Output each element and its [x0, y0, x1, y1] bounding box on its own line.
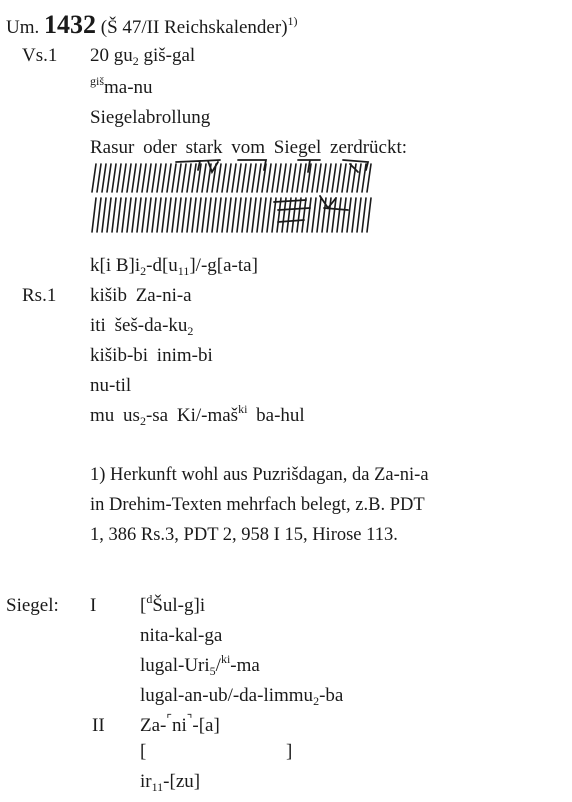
seal-impression-drawing — [88, 158, 388, 238]
reverse-line-4: nu-til — [90, 375, 132, 396]
header-reference: (Š 47/II Reichskalender) — [100, 17, 288, 38]
seal-column-1-line-1: [$^d$Šul-g]i — [140, 592, 206, 616]
reverse-label: Rs.1 — [22, 285, 57, 306]
obverse-line-5: k[i $B]i_2-d[u_{11}]/-g[a-ta]$ — [90, 255, 258, 278]
seal-column-1-line-4: lugal-an-ub/-da-limmu$_2$-ba — [140, 685, 344, 708]
obverse-line-3: Siegelabrollung — [90, 107, 211, 128]
document-header — [6, 12, 298, 38]
seal-column-2-line-3: $ir_{11}-[zu]$ — [140, 771, 201, 794]
tablet-number: 1432 — [44, 10, 96, 39]
obverse-label: Vs.1 — [22, 45, 58, 66]
seal-column-2-line-2-open: [ — [140, 741, 147, 762]
reverse-line-3: kišib-bi inim-bi — [90, 345, 213, 366]
footnote-line-2: in Drehim-Texten mehrfach belegt, z.B. PDT — [90, 495, 425, 515]
footnote-line-3: 1, 386 Rs.3, PDT 2, 958 I 15, Hirose 113. — [90, 525, 398, 545]
seal-column-1-line-3: lugal-Uri$_5$/$^{ki}$-ma — [140, 652, 260, 678]
seal-label: Siegel: — [6, 595, 59, 616]
reverse-line-5: mu $us_2-sa$ Ki/-maš$^{ki}$ ba-hul — [90, 402, 305, 428]
seal-column-2-label: II — [92, 715, 105, 736]
obverse-line-4: Rasur oder stark vom Siegel zerdrückt: — [90, 137, 408, 158]
reverse-line-2: iti šeš-$da-ku_2$ — [90, 315, 194, 338]
footnote-line-1: 1) Herkunft wohl aus Puzrišdagan, da Za-ni-a — [90, 465, 429, 485]
seal-column-2-line-2-close: ] — [286, 741, 293, 762]
footnote-marker: 1) — [287, 14, 298, 28]
obverse-line-2: $^{giš}$ma-nu — [90, 74, 153, 98]
seal-column-2-line-1: Za-⌜ni⌝-[a] — [140, 712, 220, 736]
seal-column-1-line-2: nita-kal-ga — [140, 625, 223, 646]
seal-column-1-label: I — [90, 595, 97, 616]
reverse-line-1: kišib Za-ni-a — [90, 285, 192, 306]
obverse-line-1: 20 $gu_2$ giš-gal — [90, 45, 196, 68]
header-prefix: Um. — [6, 17, 40, 38]
